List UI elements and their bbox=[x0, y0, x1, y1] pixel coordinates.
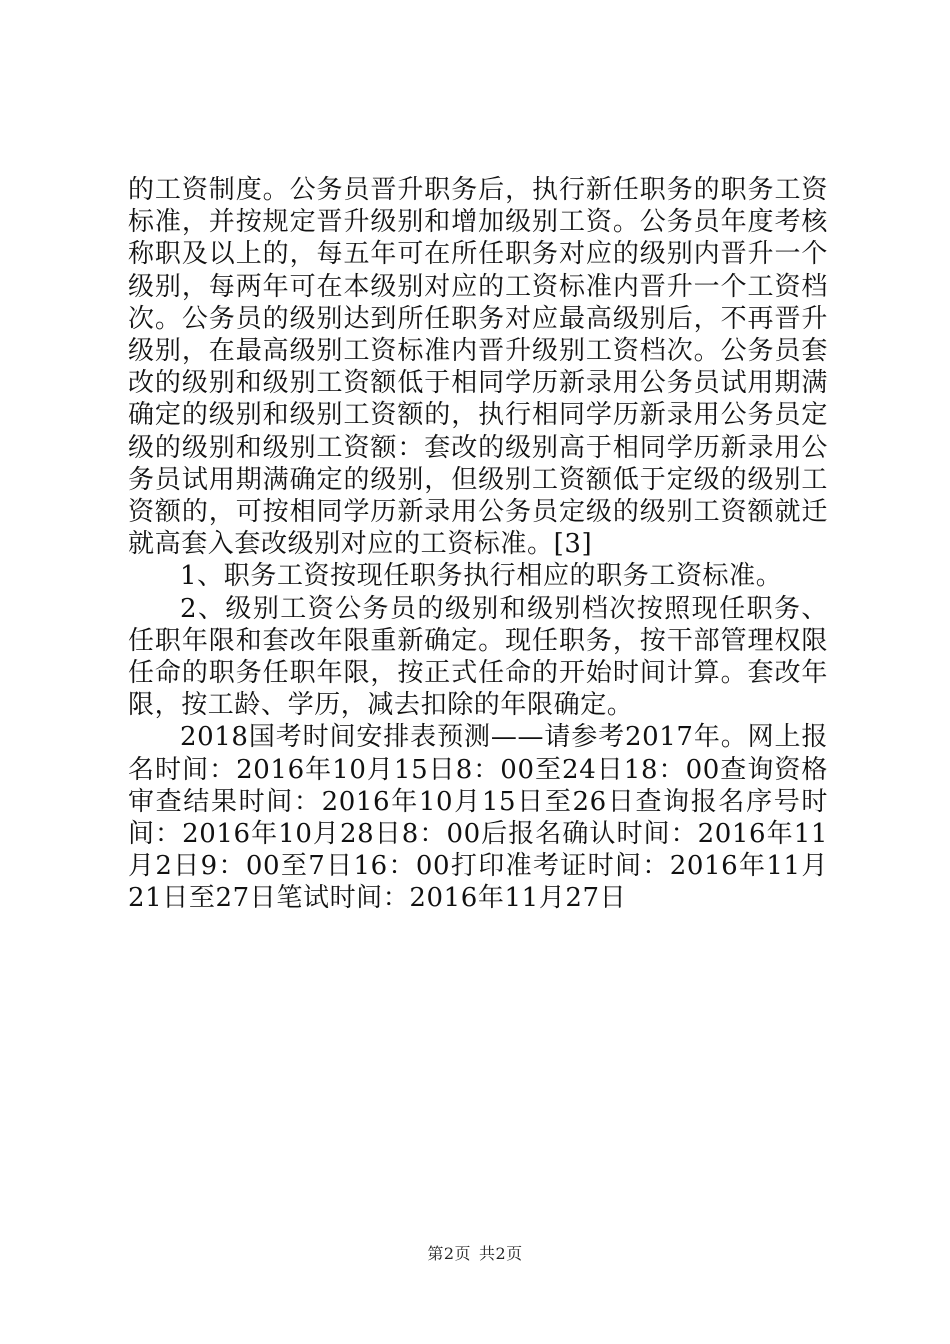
paragraph-item-1: 1、职务工资按现任职务执行相应的职务工资标准。 bbox=[180, 561, 783, 592]
page-total: 共2页 bbox=[479, 1244, 523, 1263]
document-body bbox=[128, 174, 828, 915]
paragraph-continuation: 的工资制度。公务员晋升职务后，执行新任职务的职务工资标准，并按规定晋升级别和增加级别工资。公务员年度考核称职及以上的，每五年可在所任职务对应的级别内晋升一个级别，每两年可在本级别对应的工资标准内晋升一个工资档次。公务员的级别达到所任职务对应最高级别后，不再晋升级别，在最高级别工资标准内晋升级别工资档次。公务员套改的级别和级别工资额低于相同学历新录用公务员试用期满确定的级别和级别工资额的，执行相同学历新录用公务员定级的级别和级别工资额：套改的级别高于相同学历新录用公务员试用期满确定的级别，但级别工资额低于定级的级别工资额的，可按相同学历新录用公务员定级的级别工资额就迁就高套入套改级别对应的工资标准。[3] bbox=[128, 175, 828, 560]
page-footer bbox=[0, 1244, 950, 1264]
paragraph-item-2: 2、级别工资公务员的级别和级别档次按照现任职务、任职年限和套改年限重新确定。现任职务，按干部管理权限任命的职务任职年限，按正式任命的开始时间计算。套改年限，按工龄、学历，减去扣除的年限确定。 bbox=[128, 593, 828, 721]
paragraph-exam-schedule: 2018国考时间安排表预测——请参考2017年。网上报名时间：2016年10月15日8：00至24日18：00查询资格审查结果时间：2016年10月15日至26日查询报名序号时间：2016年10月28日8：00后报名确认时间：2016年11月2日9：00至7日16：00打印准考证时间：2016年11月21日至27日笔试时间：2016年11月27日 bbox=[128, 722, 828, 914]
page-number: 第2页 bbox=[427, 1244, 471, 1263]
